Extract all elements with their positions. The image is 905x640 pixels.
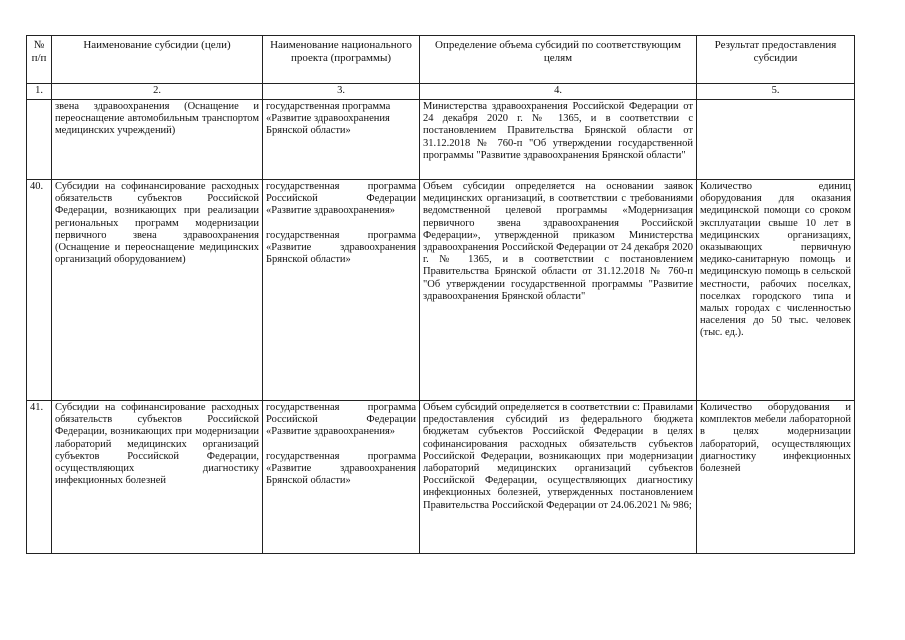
- header-row: [27, 36, 855, 84]
- row-definition: Объем субсидии определяется на основании заявок медицинских организаций, в соответствии с требованиями ведомственной целевой программы «Модернизация первичного звена здравоохранения Российской Федерации», утвержденной приказом Министерства здравоохранения Российской Федерации от 24 декабря 2020 г. № 1365, и в соответствии с постановлением Правительства Брянской области от 31.12.2018 № 760-п "Об утверждении государственной программы "Развитие здравоохранения Брянской области": [420, 180, 697, 401]
- row-program: государственная программа «Развитие здравоохранения Брянской области»: [263, 100, 420, 180]
- header-num: № п/п: [27, 36, 52, 84]
- row-subsidy-name: Субсидии на софинансирование расходных обязательств субъектов Российской Федерации, возникающих при модернизации лабораторий медицинских организаций субъектов Российской Федерации, осуществляющих диагностику инфекционных болезней: [52, 401, 263, 554]
- row-definition: Министерства здравоохранения Российской Федерации от 24 декабря 2020 г. № 1365, и в соответствии с постановлением Правительства Брянской области от 31.12.2018 № 760-п "Об утверждении государственной программы "Развитие здравоохранения Брянской области": [420, 100, 697, 180]
- header-program: Наименование национального проекта (программы): [263, 36, 420, 84]
- row-subsidy-name: звена здравоохранения (Оснащение и переоснащение автомобильным транспортом медицинских учреждений): [52, 100, 263, 180]
- row-program-regional: государственная программа «Развитие здравоохранения Брянской области»: [266, 229, 416, 266]
- row-program-cell: [263, 180, 420, 401]
- col-number-2: 2.: [52, 84, 263, 100]
- col-number-5: 5.: [697, 84, 855, 100]
- row-num: [27, 100, 52, 180]
- col-number-4: 4.: [420, 84, 697, 100]
- header-name: Наименование субсидии (цели): [52, 36, 263, 84]
- table-row: [27, 100, 855, 180]
- col-number-1: 1.: [27, 84, 52, 100]
- row-program-cell: [263, 401, 420, 554]
- row-num: 40.: [27, 180, 52, 401]
- header-result: Результат предоставления субсидии: [697, 36, 855, 84]
- table-row: [27, 401, 855, 554]
- column-number-row: [27, 84, 855, 100]
- row-result: Количество единиц оборудования для оказания медицинской помощи со сроком эксплуатации свыше 10 лет в медицинских организациях, оказывающих первичную медико-санитарную помощь и медицинскую помощь в сельской местности, рабочих поселках, поселках городского типа и малых городах с численностью населения до 50 тыс. человек (тыс. ед.).: [697, 180, 855, 401]
- row-program-regional: государственная программа «Развитие здравоохранения Брянской области»: [266, 450, 416, 487]
- row-result: Количество оборудования и комплектов мебели лабораторной в целях модернизации лабораторий, осуществляющих диагностику инфекционных болезней: [697, 401, 855, 554]
- row-result: [697, 100, 855, 180]
- table-row: [27, 180, 855, 401]
- row-num: 41.: [27, 401, 52, 554]
- row-program: государственная программа Российской Федерации «Развитие здравоохранения»: [266, 181, 416, 217]
- row-subsidy-name: Субсидии на софинансирование расходных обязательств субъектов Российской Федерации, возникающих при реализации региональных программ модернизации первичного звена здравоохранения (Оснащение и переоснащение медицинских организаций оборудованием): [52, 180, 263, 401]
- row-definition: Объем субсидий определяется в соответствии с: Правилами предоставления субсидий из федерального бюджета бюджетам субъектов Российской Федерации в целях софинансирования расходных обязательств субъектов Российской Федерации, возникающих при модернизации лабораторий медицинских организаций субъектов Российской Федерации, осуществляющих диагностику инфекционных болезней, утвержденных постановлением Правительства Российской Федерации от 24.06.2021 № 986;: [420, 401, 697, 554]
- row-program: государственная программа Российской Федерации «Развитие здравоохранения»: [266, 402, 416, 438]
- subsidy-table: [26, 35, 855, 554]
- col-number-3: 3.: [263, 84, 420, 100]
- header-definition: Определение объема субсидий по соответствующим целям: [420, 36, 697, 84]
